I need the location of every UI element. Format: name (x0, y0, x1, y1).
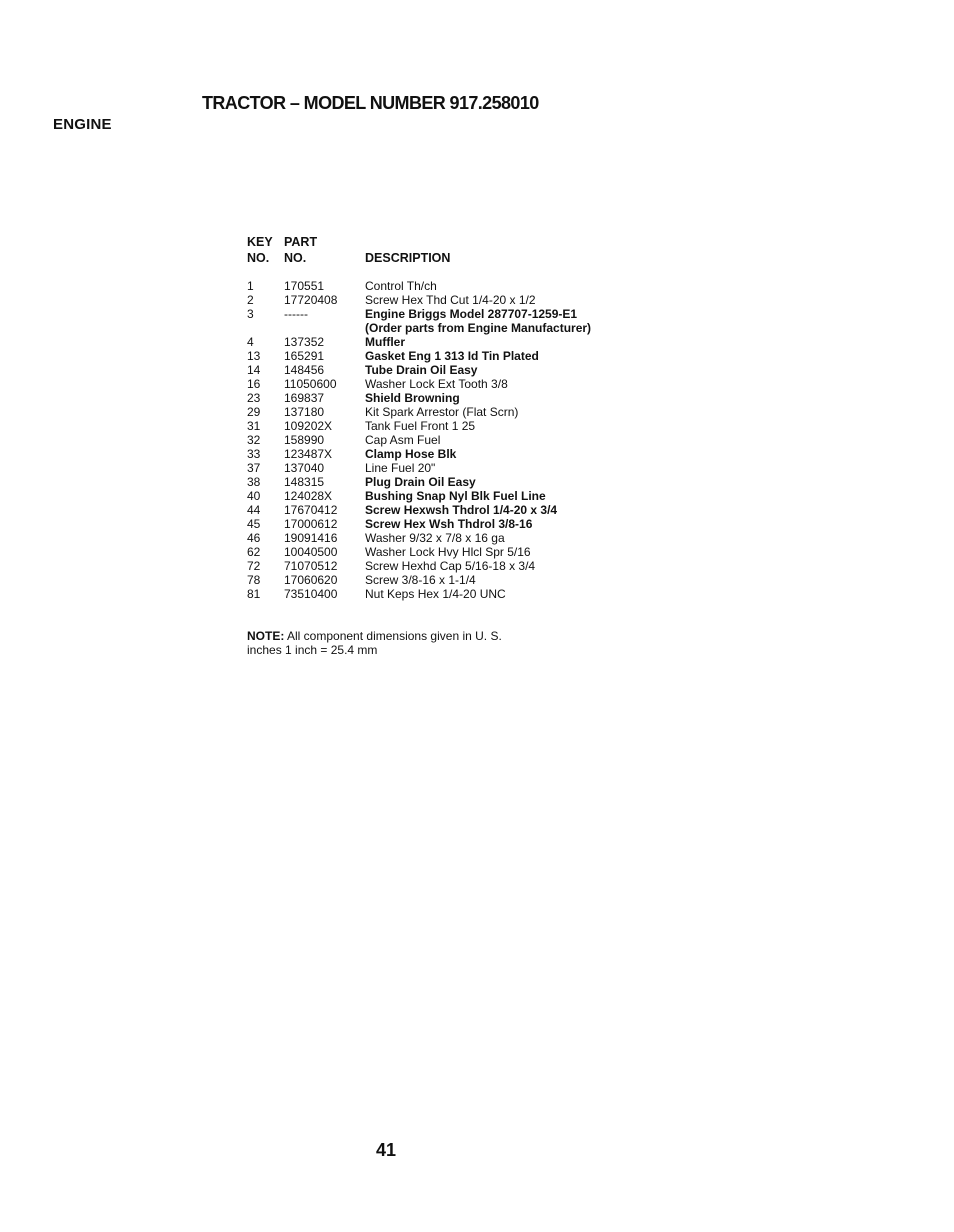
part-no: 170551 (284, 279, 325, 293)
note-text-line1: All component dimensions given in U. S. (287, 629, 502, 643)
part-description: Washer 9/32 x 7/8 x 16 ga (365, 531, 505, 545)
parts-row (247, 587, 627, 601)
part-no: 109202X (284, 419, 333, 433)
part-description: Cap Asm Fuel (365, 433, 441, 447)
part-key-no: 37 (247, 461, 261, 475)
parts-row (247, 531, 627, 545)
part-key-no: 13 (247, 349, 261, 363)
column-header-part-line2: NO. (284, 251, 307, 265)
part-no: 137040 (284, 461, 325, 475)
parts-row (247, 349, 627, 363)
part-key-no: 23 (247, 391, 261, 405)
part-no: 10040500 (284, 545, 338, 559)
part-no: 17060620 (284, 573, 338, 587)
parts-row (247, 489, 627, 503)
parts-row (247, 279, 627, 293)
part-description: Screw 3/8-16 x 1-1/4 (365, 573, 476, 587)
part-key-no: 31 (247, 419, 261, 433)
parts-row (247, 573, 627, 587)
part-no: 137352 (284, 335, 325, 349)
part-no: 17670412 (284, 503, 338, 517)
part-no: ------ (284, 307, 308, 321)
part-key-no: 81 (247, 587, 261, 601)
part-no: 19091416 (284, 531, 338, 545)
parts-row (247, 391, 627, 405)
part-no: 165291 (284, 349, 325, 363)
parts-row (247, 419, 627, 433)
parts-row (247, 447, 627, 461)
parts-row (247, 559, 627, 573)
part-key-no: 14 (247, 363, 261, 377)
part-description: Line Fuel 20" (365, 461, 436, 475)
column-header-description: DESCRIPTION (365, 251, 451, 265)
part-description: Kit Spark Arrestor (Flat Scrn) (365, 405, 519, 419)
part-description: Clamp Hose Blk (365, 447, 457, 461)
parts-row (247, 321, 627, 335)
parts-list (247, 279, 627, 601)
part-no: 124028X (284, 489, 333, 503)
parts-row (247, 377, 627, 391)
part-description: Plug Drain Oil Easy (365, 475, 476, 489)
parts-row (247, 307, 627, 321)
part-key-no: 2 (247, 293, 254, 307)
parts-row (247, 363, 627, 377)
part-description: Nut Keps Hex 1/4-20 UNC (365, 587, 506, 601)
column-header-key-line2: NO. (247, 251, 270, 265)
column-header-part (284, 234, 317, 266)
part-key-no: 40 (247, 489, 261, 503)
part-no: 148315 (284, 475, 325, 489)
part-description: Bushing Snap Nyl Blk Fuel Line (365, 489, 546, 503)
part-no: 123487X (284, 447, 333, 461)
part-key-no: 38 (247, 475, 261, 489)
part-description: Screw Hex Thd Cut 1/4-20 x 1/2 (365, 293, 536, 307)
parts-row (247, 545, 627, 559)
part-no: 169837 (284, 391, 325, 405)
part-no: 148456 (284, 363, 325, 377)
part-description: Tank Fuel Front 1 25 (365, 419, 476, 433)
part-no: 137180 (284, 405, 325, 419)
part-description: Control Th/ch (365, 279, 437, 293)
parts-row (247, 433, 627, 447)
note-text-line2: inches 1 inch = 25.4 mm (247, 643, 378, 657)
part-description: Engine Briggs Model 287707-1259-E1 (365, 307, 578, 321)
part-description: Washer Lock Ext Tooth 3/8 (365, 377, 508, 391)
part-description: Shield Browning (365, 391, 460, 405)
section-heading: ENGINE (53, 116, 112, 133)
part-no: 73510400 (284, 587, 338, 601)
parts-row (247, 405, 627, 419)
parts-row (247, 517, 627, 531)
part-key-no: 45 (247, 517, 261, 531)
part-description: Washer Lock Hvy Hlcl Spr 5/16 (365, 545, 531, 559)
part-key-no: 33 (247, 447, 261, 461)
part-description: Screw Hexhd Cap 5/16-18 x 3/4 (365, 559, 536, 573)
parts-row (247, 475, 627, 489)
column-header-key-line1: KEY (247, 235, 273, 249)
part-key-no: 62 (247, 545, 261, 559)
part-description: (Order parts from Engine Manufacturer) (365, 321, 592, 335)
part-description: Tube Drain Oil Easy (365, 363, 478, 377)
page-number: 41 (376, 1140, 397, 1160)
part-no: 71070512 (284, 559, 338, 573)
part-key-no: 32 (247, 433, 261, 447)
part-key-no: 29 (247, 405, 261, 419)
part-no: 17720408 (284, 293, 338, 307)
part-key-no: 72 (247, 559, 261, 573)
part-key-no: 4 (247, 335, 254, 349)
parts-row (247, 335, 627, 349)
part-description: Gasket Eng 1 313 Id Tin Plated (365, 349, 539, 363)
note-line1 (247, 629, 502, 643)
part-key-no: 44 (247, 503, 261, 517)
part-key-no: 16 (247, 377, 261, 391)
part-no: 158990 (284, 433, 325, 447)
note (247, 629, 502, 657)
column-header-key (247, 234, 273, 266)
part-description: Muffler (365, 335, 405, 349)
parts-row (247, 503, 627, 517)
part-key-no: 78 (247, 573, 261, 587)
parts-row (247, 293, 627, 307)
part-description: Screw Hexwsh Thdrol 1/4-20 x 3/4 (365, 503, 558, 517)
part-no: 11050600 (284, 377, 337, 391)
part-key-no: 1 (247, 279, 254, 293)
part-key-no: 3 (247, 307, 254, 321)
part-key-no: 46 (247, 531, 261, 545)
part-no: 17000612 (284, 517, 338, 531)
column-header-part-line1: PART (284, 235, 318, 249)
parts-row (247, 461, 627, 475)
page-title: TRACTOR – MODEL NUMBER 917.258010 (202, 93, 539, 113)
part-description: Screw Hex Wsh Thdrol 3/8-16 (365, 517, 533, 531)
note-label: NOTE: (247, 629, 285, 643)
